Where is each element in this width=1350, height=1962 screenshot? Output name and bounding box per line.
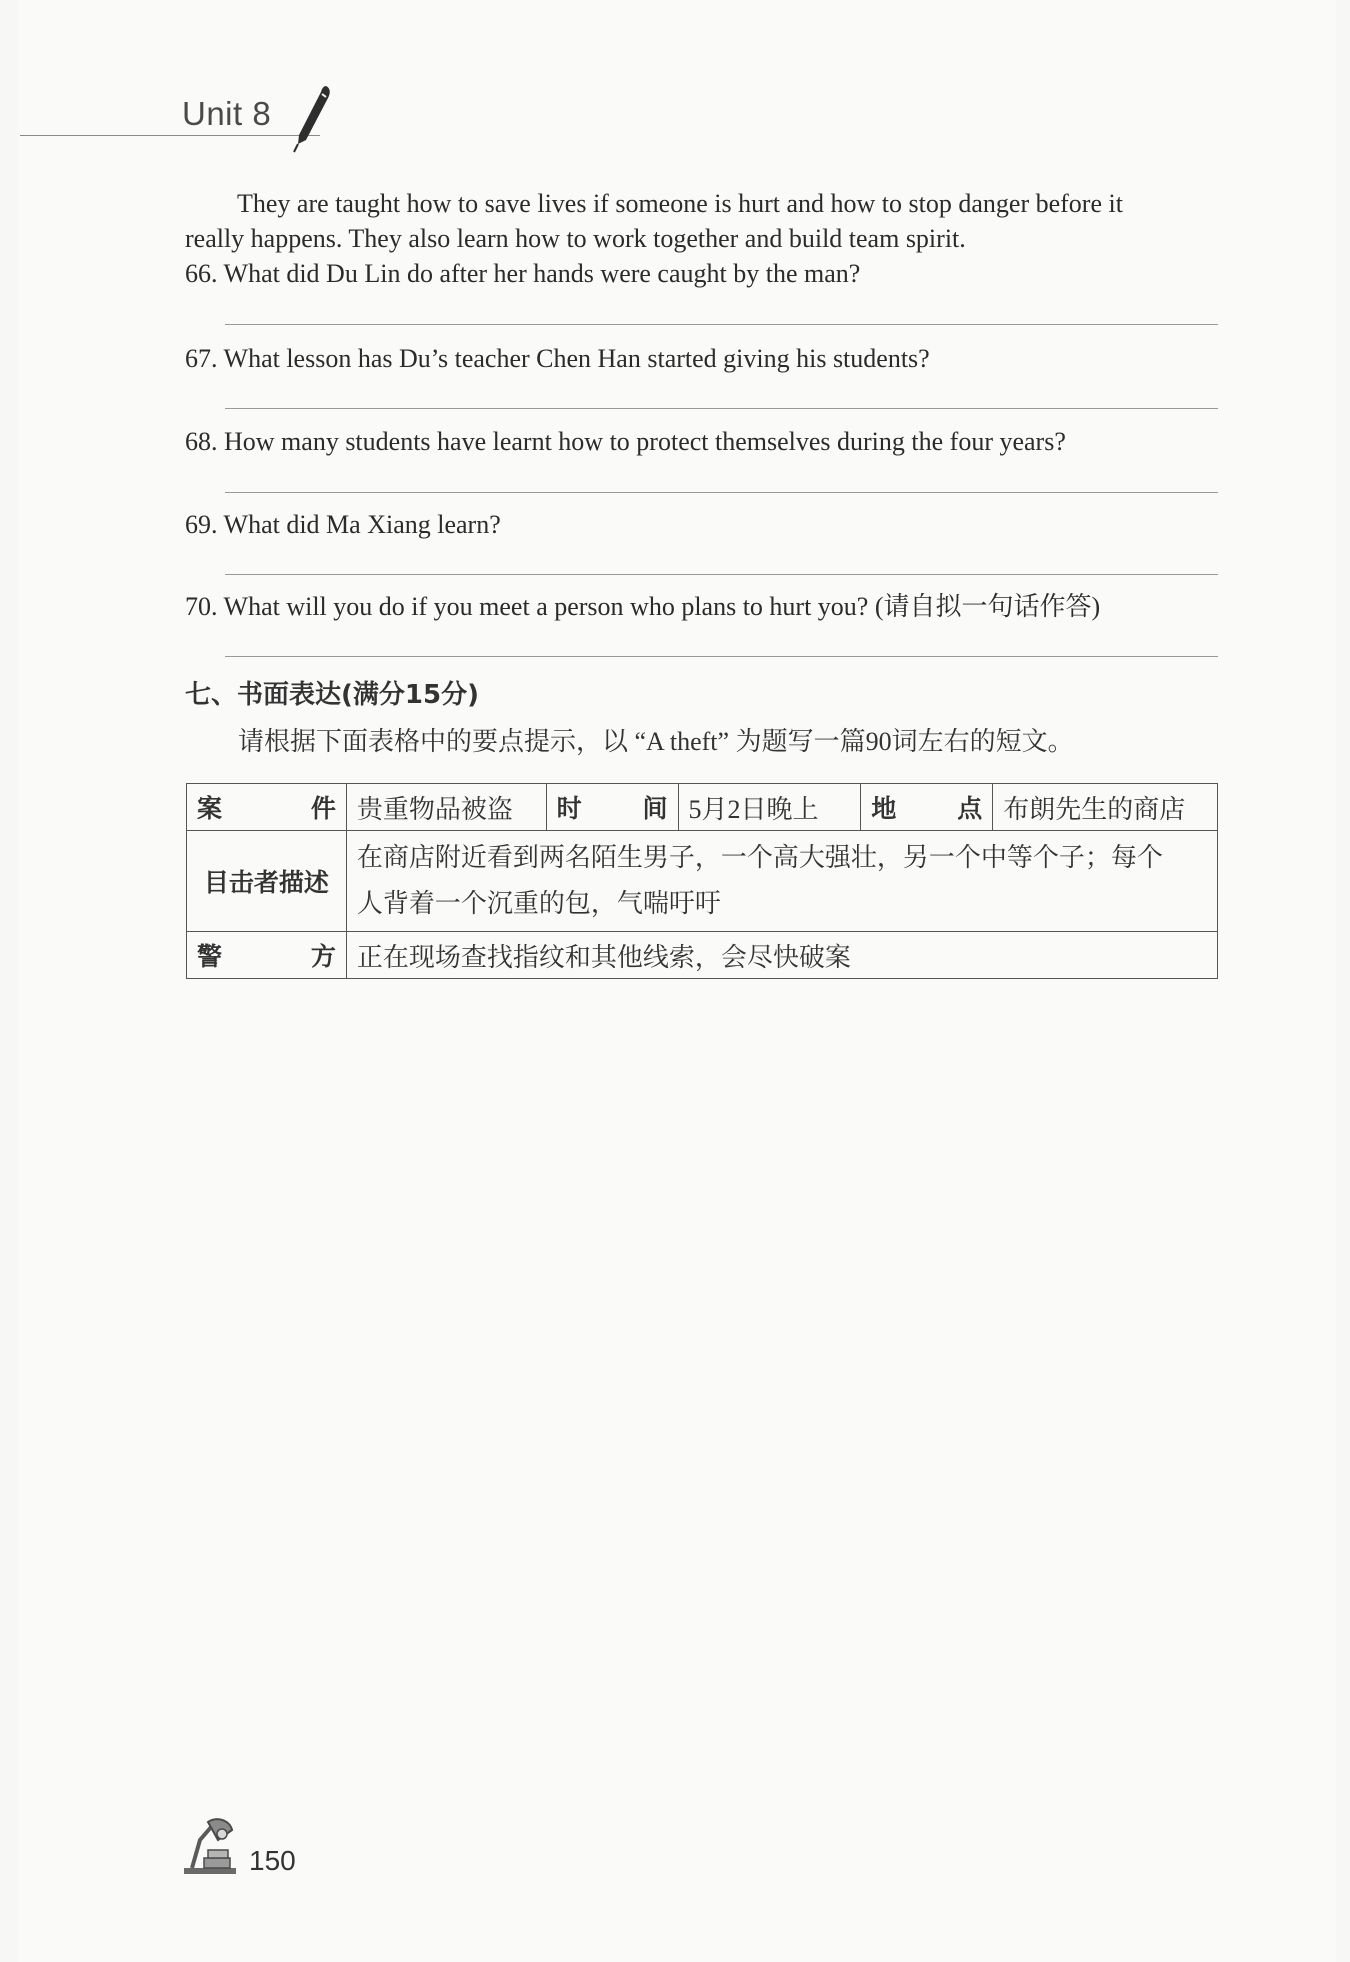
time-label: 时 间 <box>546 784 678 831</box>
writing-prompt: 请根据下面表格中的要点提示，以 “A theft” 为题写一篇90词左右的短文。 <box>238 727 1074 756</box>
police-value: 正在现场查找指纹和其他线索，会尽快破案 <box>346 932 1217 979</box>
unit-title: Unit 8 <box>182 95 272 132</box>
answer-line-68[interactable] <box>225 492 1218 493</box>
place-value: 布朗先生的商店 <box>993 784 1218 831</box>
table-row <box>187 784 1218 831</box>
witness-value-line-2: 人背着一个沉重的包，气喘吁吁 <box>356 889 721 918</box>
police-label: 警 方 <box>187 932 347 979</box>
answer-line-70[interactable] <box>225 656 1218 657</box>
time-value: 5月2日晚上 <box>678 784 861 831</box>
answer-line-66[interactable] <box>225 324 1218 325</box>
desk-lamp-icon <box>182 1818 242 1876</box>
place-label: 地 点 <box>861 784 993 831</box>
page-number: 150 <box>249 1845 296 1876</box>
question-67: 67. What lesson has Du’s teacher Chen Han started giving his students? <box>185 344 930 373</box>
info-table <box>186 783 1218 979</box>
passage-line-1: They are taught how to save lives if someone is hurt and how to stop danger before it <box>237 189 1123 218</box>
header-rule <box>20 135 320 136</box>
question-69: 69. What did Ma Xiang learn? <box>185 510 501 539</box>
witness-label: 目击者描述 <box>187 831 347 932</box>
question-70: 70. What will you do if you meet a person who plans to hurt you? (请自拟一句话作答) <box>185 592 1101 621</box>
passage-line-2: really happens. They also learn how to work together and build team spirit. <box>185 224 966 253</box>
witness-value-line-1: 在商店附近看到两名陌生男子，一个高大强壮，另一个中等个子；每个 <box>356 843 1163 872</box>
table-row <box>187 831 1218 932</box>
case-value: 贵重物品被盗 <box>346 784 546 831</box>
witness-value <box>346 831 1217 932</box>
question-66: 66. What did Du Lin do after her hands were caught by the man? <box>185 259 861 288</box>
case-label: 案 件 <box>187 784 347 831</box>
pen-icon <box>286 84 334 154</box>
section-title: 七、书面表达(满分15分) <box>185 680 479 710</box>
question-68: 68. How many students have learnt how to protect themselves during the four years? <box>185 427 1066 456</box>
page-background <box>18 0 1336 1962</box>
answer-line-67[interactable] <box>225 408 1218 409</box>
answer-line-69[interactable] <box>225 574 1218 575</box>
table-row <box>187 932 1218 979</box>
